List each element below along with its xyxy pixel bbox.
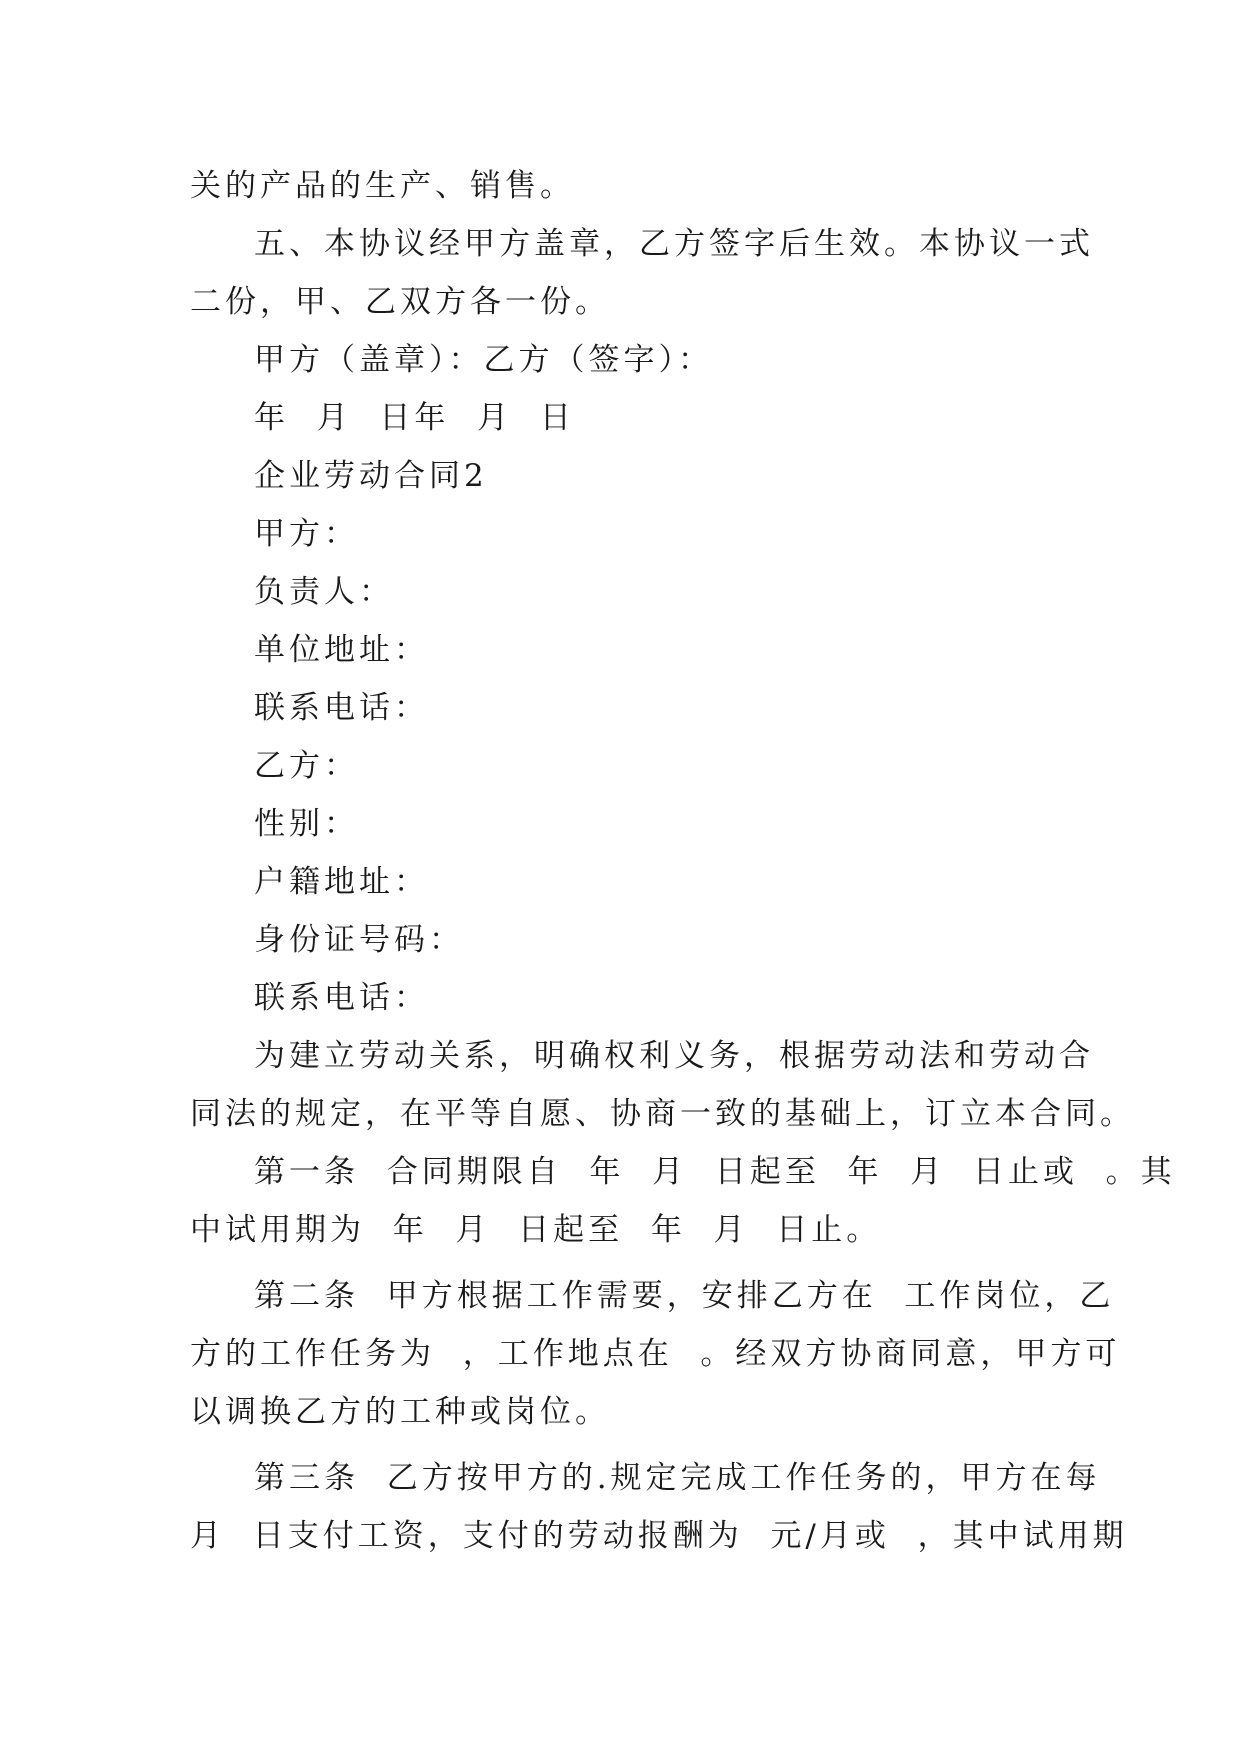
- field-label: 单位地址：: [254, 632, 429, 668]
- paragraph-line: 关的产品的生产、销售。: [190, 168, 575, 204]
- field-label: 负责人：: [254, 574, 394, 610]
- paragraph-line: 以调换乙方的工种或岗位。: [190, 1394, 610, 1430]
- field-label: 联系电话：: [254, 980, 429, 1016]
- paragraph-line: 第一条 合同期限自 年 月 日起至 年 月 日止或 。其: [254, 1154, 1176, 1190]
- date-line: 年 月 日年 月 日: [254, 400, 575, 436]
- paragraph-line: 中试用期为 年 月 日起至 年 月 日止。: [190, 1212, 882, 1248]
- field-label: 联系电话：: [254, 690, 429, 726]
- paragraph-line: 第三条 乙方按甲方的.规定完成工作任务的，甲方在每: [254, 1460, 1101, 1496]
- paragraph-line: 同法的规定，在平等自愿、协商一致的基础上，订立本合同。: [190, 1096, 1135, 1132]
- paragraph-line: 方的工作任务为 ，工作地点在 。经双方协商同意，甲方可: [190, 1336, 1121, 1372]
- field-label: 乙方：: [254, 748, 359, 784]
- paragraph-line: 月 日支付工资，支付的劳动报酬为 元/月或 ，其中试用期: [190, 1518, 1128, 1554]
- paragraph-line: 为建立劳动关系，明确权利义务，根据劳动法和劳动合: [254, 1038, 1094, 1074]
- section-heading: 企业劳动合同2: [254, 458, 488, 494]
- field-label: 性别：: [254, 806, 359, 842]
- field-label: 甲方：: [254, 516, 359, 552]
- paragraph-line: 五、本协议经甲方盖章，乙方签字后生效。本协议一式: [254, 226, 1094, 262]
- field-label: 身份证号码：: [254, 922, 464, 958]
- field-label: 户籍地址：: [254, 864, 429, 900]
- signature-line: 甲方（盖章）：乙方（签字）：: [254, 342, 713, 378]
- paragraph-line: 二份，甲、乙双方各一份。: [190, 284, 610, 320]
- paragraph-line: 第二条 甲方根据工作需要，安排乙方在 工作岗位，乙: [254, 1278, 1115, 1314]
